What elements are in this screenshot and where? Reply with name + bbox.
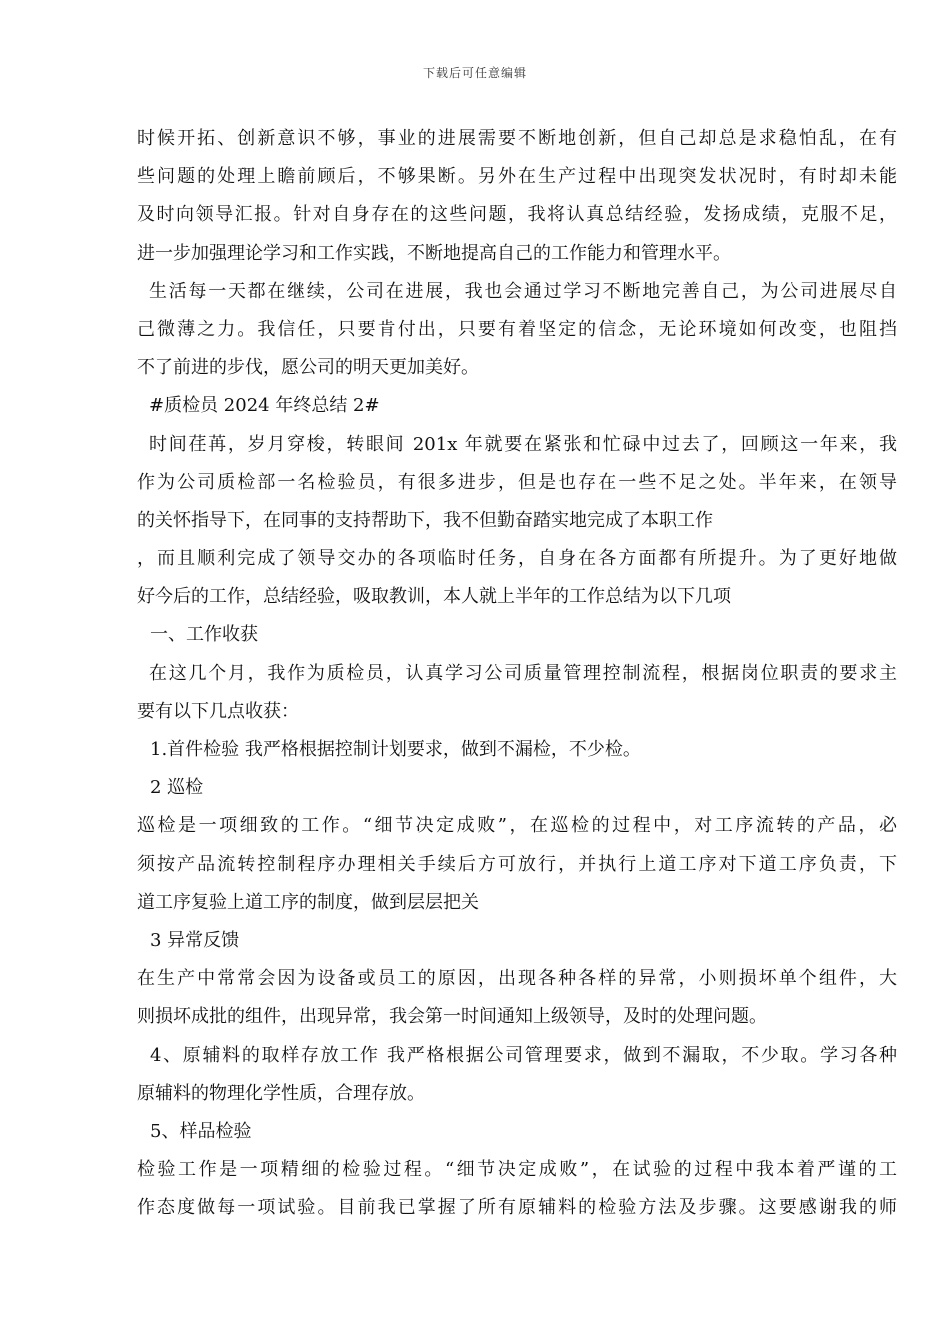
text-line: 巡检是一项细致的工作。“细节决定成败”，在巡检的过程中，对工序流转的产品，必 bbox=[137, 815, 897, 837]
page-header: 下载后可任意编辑 bbox=[422, 66, 527, 80]
text-line: 在这几个月，我作为质检员，认真学习公司质量管理控制流程，根据岗位职责的要求主 bbox=[149, 662, 897, 684]
section-heading: 2 巡检 bbox=[150, 777, 204, 799]
text-line: 进一步加强理论学习和工作实践，不断地提高自己的工作能力和管理水平。 bbox=[137, 242, 731, 264]
section-heading: 一、工作收获 bbox=[150, 624, 258, 646]
section-heading: 3 异常反馈 bbox=[150, 929, 240, 951]
text-line: 则损坏成批的组件，出现异常，我会第一时间通知上级领导，及时的处理问题。 bbox=[137, 1006, 767, 1028]
text-line: 作为公司质检部一名检验员，有很多进步，但是也存在一些不足之处。半年来，在领导 bbox=[137, 471, 897, 493]
text-line: 时间荏苒，岁月穿梭，转眼间 201x 年就要在紧张和忙碌中过去了，回顾这一年来，我 bbox=[149, 433, 897, 455]
list-item: 4、原辅料的取样存放工作 我严格根据公司管理要求，做到不漏取，不少取。学习各种 bbox=[150, 1044, 897, 1066]
text-line: 己微薄之力。我信任，只要肯付出，只要有着坚定的信念，无论环境如何改变，也阻挡 bbox=[137, 318, 897, 340]
list-item: 1.首件检验 我严格根据控制计划要求，做到不漏检，不少检。 bbox=[150, 739, 641, 760]
text-line: 生活每一天都在继续，公司在进展，我也会通过学习不断地完善自己，为公司进展尽自 bbox=[149, 280, 897, 302]
text-line: 不了前进的步伐，愿公司的明天更加美好。 bbox=[137, 357, 479, 379]
text-line: ，而且顺利完成了领导交办的各项临时任务，自身在各方面都有所提升。为了更好地做 bbox=[137, 548, 897, 570]
text-line: 的关怀指导下，在同事的支持帮助下，我不但勤奋踏实地完成了本职工作 bbox=[137, 509, 713, 531]
text-line: 须按产品流转控制程序办理相关手续后方可放行，并执行上道工序对下道工序负责，下 bbox=[137, 853, 897, 875]
text-line: 及时向领导汇报。针对自身存在的这些问题，我将认真总结经验，发扬成绩，克服不足， bbox=[137, 204, 897, 226]
text-line: 道工序复验上道工序的制度，做到层层把关 bbox=[137, 891, 479, 913]
text-line: 些问题的处理上瞻前顾后，不够果断。另外在生产过程中出现突发状况时，有时却未能 bbox=[137, 166, 897, 188]
text-line: 检验工作是一项精细的检验过程。“细节决定成败”，在试验的过程中我本着严谨的工 bbox=[137, 1159, 897, 1181]
text-line: 在生产中常常会因为设备或员工的原因，出现各种各样的异常，小则损坏单个组件，大 bbox=[137, 968, 897, 990]
text-line: 要有以下几点收获： bbox=[137, 700, 299, 722]
document-body bbox=[137, 120, 897, 1227]
text-line: 好今后的工作，总结经验，吸取教训，本人就上半年的工作总结为以下几项 bbox=[137, 586, 731, 608]
text-line: 时候开拓、创新意识不够，事业的进展需要不断地创新，但自己却总是求稳怕乱，在有 bbox=[137, 128, 897, 149]
section-heading: #质检员 2024 年终总结 2# bbox=[149, 395, 380, 417]
text-line: 原辅料的物理化学性质，合理存放。 bbox=[137, 1082, 425, 1104]
section-heading: 5、样品检验 bbox=[150, 1120, 252, 1142]
text-line: 作态度做每一项试验。目前我已掌握了所有原辅料的检验方法及步骤。这要感谢我的师 bbox=[137, 1197, 897, 1219]
